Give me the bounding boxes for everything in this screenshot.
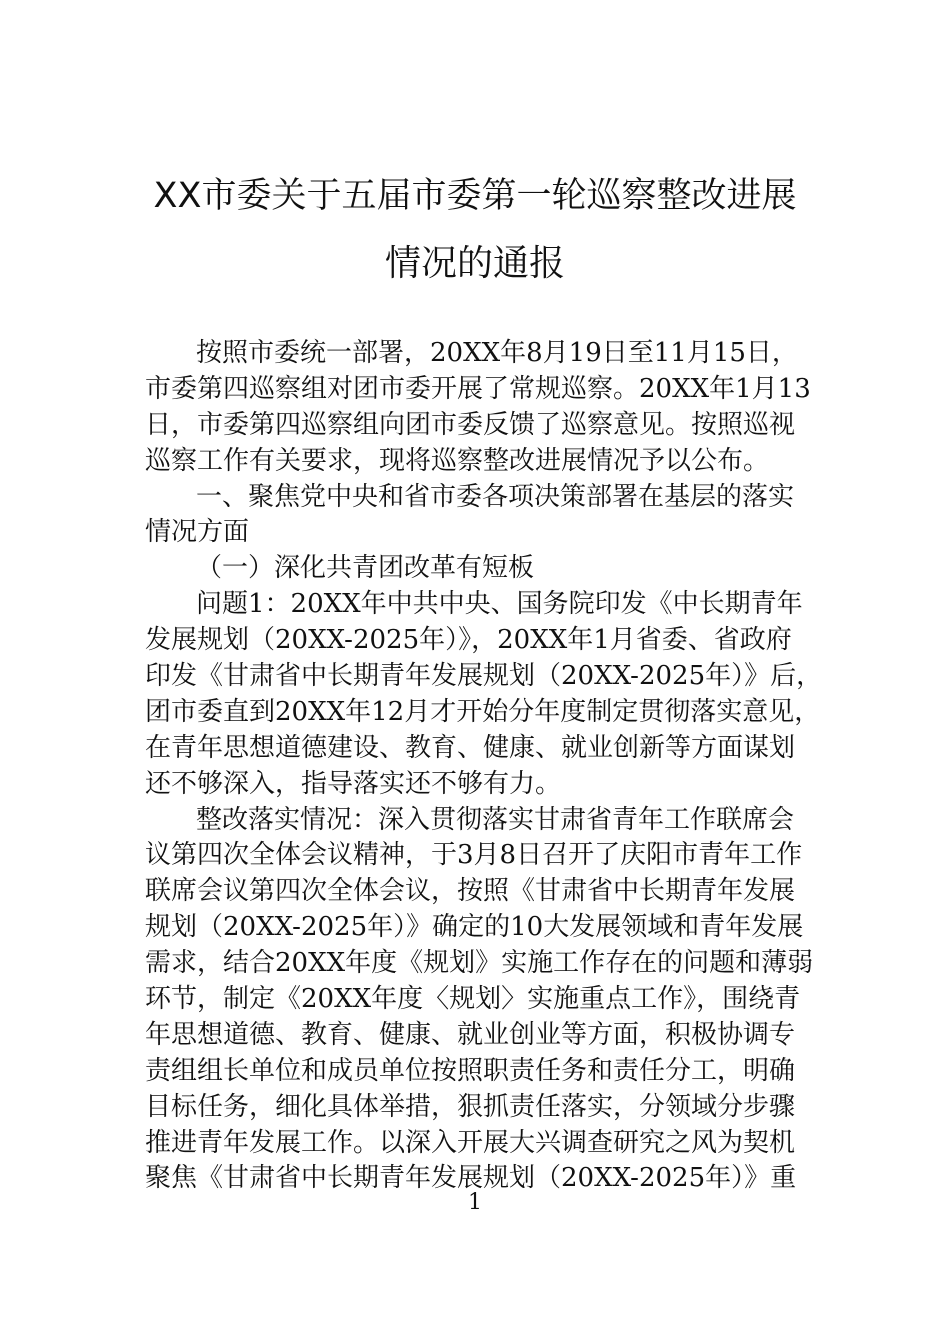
paragraph-line: 日，市委第四巡察组向团市委反馈了巡察意见。按照巡视 <box>145 409 796 440</box>
paragraph-line: 发展规划（20XX-2025年）》，20XX年1月省委、省政府 <box>145 625 792 656</box>
document-title-line-2: 情况的通报 <box>384 243 565 284</box>
paragraph-line: 问题1：20XX年中共中央、国务院印发《中长期青年 <box>196 589 803 620</box>
paragraph-line: 责组组长单位和成员单位按照职责任务和责任分工，明确 <box>145 1055 796 1086</box>
paragraph-line: 联席会议第四次全体会议，按照《甘肃省中长期青年发展 <box>145 876 796 907</box>
paragraph-line: 团市委直到20XX年12月才开始分年度制定贯彻落实意见， <box>145 696 821 727</box>
paragraph-line: 整改落实情况：深入贯彻落实甘肃省青年工作联席会 <box>196 804 795 835</box>
document-body <box>145 336 835 1197</box>
paragraph-line: 规划（20XX-2025年）》确定的10大发展领域和青年发展 <box>145 912 804 943</box>
paragraph-line: 还不够深入，指导落实还不够有力。 <box>145 768 562 799</box>
paragraph-line: 在青年思想道德建设、教育、健康、就业创新等方面谋划 <box>145 732 796 763</box>
paragraph-line: 目标任务，细化具体举措，狠抓责任落实，分领域分步骤 <box>145 1091 796 1122</box>
paragraph-line: 推进青年发展工作。以深入开展大兴调查研究之风为契机 <box>145 1127 796 1158</box>
section-heading-line: 情况方面 <box>145 517 250 548</box>
paragraph-line: 环节，制定《20XX年度〈规划〉实施重点工作》，围绕青 <box>145 984 801 1015</box>
subsection-heading: （一）深化共青团改革有短板 <box>196 553 535 584</box>
paragraph-line: 市委第四巡察组对团市委开展了常规巡察。20XX年1月13 <box>145 373 811 404</box>
paragraph-line: 议第四次全体会议精神，于3月8日召开了庆阳市青年工作 <box>145 840 803 871</box>
paragraph-line: 印发《甘肃省中长期青年发展规划（20XX-2025年）》后， <box>145 661 823 692</box>
section-heading-line: 一、聚焦党中央和省市委各项决策部署在基层的落实 <box>196 481 795 512</box>
page-number: 1 <box>468 1190 482 1215</box>
paragraph-line: 按照市委统一部署，20XX年8月19日至11月15日， <box>196 338 798 368</box>
paragraph-line: 年思想道德、教育、健康、就业创业等方面，积极协调专 <box>145 1019 796 1050</box>
document-title-line-1: XX市委关于五届市委第一轮巡察整改进展 <box>153 176 797 216</box>
paragraph-line: 聚焦《甘肃省中长期青年发展规划（20XX-2025年）》重 <box>145 1163 797 1194</box>
paragraph-line: 巡察工作有关要求，现将巡察整改进展情况予以公布。 <box>145 445 770 476</box>
paragraph-line: 需求，结合20XX年度《规划》实施工作存在的问题和薄弱 <box>145 948 814 979</box>
